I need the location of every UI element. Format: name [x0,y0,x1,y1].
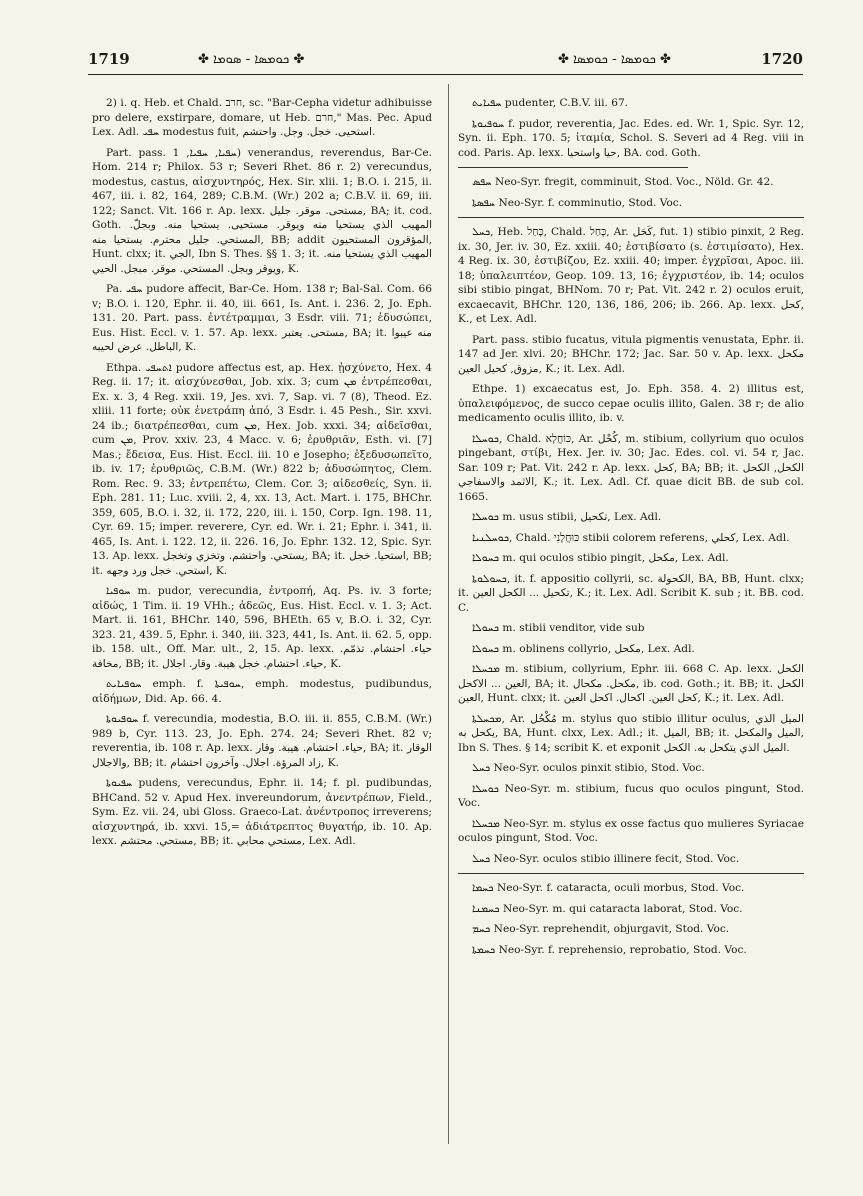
dictionary-entry: Ethpa. ܐܬܚܦܝ pudore affectus est, ap. Hex. ᾐσχύνετο, Hex. 4 Reg. ii. 17; it. αἰσχύνεσθαι, Job. xix. 3; cum ܡܢ ἐντρέπεσθαι, Ex. x. 3, 4 Reg. xxii. 19, Jes. xvi. 7, Sap. vi. 7 (8), Theod. Ez. xliii. 11 forte; οὐκ ἐνετράπη ἀπό, 3 Esdr. i. 45 Pesh., Sir. xxvi. 24 ib.; διατρέπεσθαι, cum ܡܢ, Hex. Job. xxxi. 34; αἰδεῖσθαι, cum ܡܢ, Prov. xxiv. 23, 4 Macc. v. 6; ἐρυθριᾶν, Esth. vi. [7] Mas.; ἔδεισα, Eus. Hist. Eccl. iii. 10 e Josepho; ἐξεδυσωπεῖτο, ib. iv. 17; ἐρυθριῶς, C.B.M. (Wr.) 822 b; ἀδυσώπητος, Clem. Rom. Rec. 9. 33; ἐντρεπέτω, Clem. Cor. 3; αἰδεσθείς, Syn. ii. Eph. 281. 11; Luc. xviii. 2, 4, xx. 13, Act. Mart. i. 175, BHChr. 359, 605, B.O. i. 32, ii. 172, 220, iii. i. 150, Corp. Ign. 198. 11, Cyr. 69. 15; imper. reverere, Cyr. ed. Wr. i. 21; Ephr. i. 341, ii. 465, Is. Ant. i. 122. 12, ii. 226. 16, Jo. Ephr. 132. 12, Spic. Syr. 13. Ap. lexx. يستحي. واحتشم. وتخزي وتخجل, BA; it. استحيا. خجل, BB; it. استحي. خجل ورد وجهه, K. [92,361,432,577]
dictionary-entry: ܚܦܣ Neo-Syr. fregit, comminuit, Stod. Voc., Nöld. Gr. 42. [472,176,774,188]
dictionary-entry: ܟܚܡ Neo-Syr. reprehendit, objurgavit, Stod. Voc. [472,923,730,935]
dictionary-entry: ܟܚܘܠܘܬܐ, it. f. appositio collyrii, sc. الكحولة, BA, BB, Hunt. clxx; it. تكحيل ... الكحل العين, K.; it. Lex. Adl. Scribit K. sub ; it. BB. cod. C. [458,572,804,614]
header-rule [88,74,803,75]
dictionary-entry: ܟܚܠ Neo-Syr. oculos stibio illinere fecit, Stod. Voc. [472,852,740,865]
dictionary-entry: ܚܦܣܬܐ Neo-Syr. f. comminutio, Stod. Voc. [472,196,683,209]
section-separator [458,217,804,218]
page-number-right: 1720 [761,50,803,68]
dictionary-entry: ܟܚܠ, Heb. כָּחַל, Chald. כְּחַל, Ar. كَحَل, fut. 1) stibio pinxit, 2 Reg. ix. 30, Jer. iv. 30, Ez. xxiii. 40; ἐστιβίσατο (s. ἐστιμίσατο), Hex. 4 Reg. ix. 30, ἐστιβίζου, Ez. xxiii. 40; imper. ἐγχρῖσαι, Apoc. iii. 18; ὑπαλειπτέον, Geop. 109. 13, 16; ἐγχριστέον, ib. 14; oculos sibi stibio pingat, BHNom. 70 r; Pat. Vit. 242 r. 2) oculos eruit, excaecavit, BHChr. 120, 136, 186, 206; ib. 266. Ap. lexx. كحل, K., et Lex. Adl. [458,226,804,325]
dictionary-entry: ܟܚܠ Neo-Syr. oculos pinxit stibio, Stod. Voc. [472,762,705,774]
dictionary-entry: Part. pass. stibio fucatus, vitula pigmentis venustata, Ephr. ii. 147 ad Jer. xlvi. 20; BHChr. 172; Jac. Sar. 50 v. Ap. lexx. مكحل مزوق, كحيل العين, K.; it. Lex. Adl. [458,333,804,375]
dictionary-entry: ܟܘܚܠܐ Neo-Syr. m. stibium, fucus quo oculos pingunt, Stod. Voc. [458,782,804,809]
dictionary-entry: Part. pass. ܚܦܝܐ, ܚܦܝܐ, 1) venerandus, reverendus, Bar-Ce. Hom. 214 r; Philox. 53 r; Severi Rhet. 86 r. 2) verecundus, modestus, castus, αἰσχυντηρός, Hex. Sir. xlii. 1; B.O. i. 215, ii. 467, iii. i. 82, 164, 289; C.B.M. (Wr.) 202 a; C.B.V. ii. 69, iii. 122; Sanct. Vit. 166 r. Ap. lexx. مستحى. موقر. جليل, BA; it. cod. Goth. المهيب الذي يستحيا منه ويوقر. مستحيى. يستحيا منه. وبجلّ. المستحي. جليل محترم. يستحيا منه, BB; addit المؤقرون المستحيون, Hunt. clxx; it. الجي, Ibn S. Thes. §§ 1. 3; it. المهيب الذي يستحيا منه. ويوقر وبجل. المستحي. موقر. مبجل. الحيي, K. [92,146,432,275]
dictionary-entry: ܚܘܦܝܘܬܐ f. verecundia, modestia, B.O. iii. ii. 855, C.B.M. (Wr.) 989 b, Cyr. 113. 23, Jo. Eph. 274. 24; Severi Rhet. 82 v; reverentia, ib. 108 r. Ap. lexx. حياء. احتشام. هيبة. وقار, BA; it. الوقار والاجلال, BB; it. زاد المرؤة. اجلال. وآخرون احتشام, K. [92,713,432,769]
column-divider [448,84,449,1144]
section-separator [458,873,804,874]
dictionary-entry: ܡܟܚܠܐ Neo-Syr. m. stylus ex osse factus quo mulieres Syriacae oculos pingunt, Stod. Voc. [458,817,804,844]
dictionary-entry: ܟܘܚܠܐ, Chald. כּוֹחֲלָא, Ar. كُحْل, m. stibium, collyrium quo oculos pingebant, στίβι, Hex. Jer. iv. 30; Jac. Edes. col. vi. 54 r, Jac. Sar. 109 r; Pat. Vit. 242 r. Ap. lexx. كحل, BA; BB; it. الكحل, الكحل الاثمد والاسفاجي, K.; it. Lex. Adl. Cf. quae dicit BB. de sub col. 1665. [458,432,804,503]
running-head-left: ✤ ܟܘܡܣܐ - ܣܘܡܐ ✤ [198,52,305,67]
dictionary-entry: ܟܚܡܬܐ Neo-Syr. f. reprehensio, reprobatio, Stod. Voc. [472,943,747,956]
dictionary-entry: ܟܚܘܠܐ m. qui oculos stibio pingit, مكحل, Lex. Adl. [472,552,729,564]
dictionary-entry: ܡܟܚܠܬܐ, Ar. مُكْحُل m. stylus quo stibio illitur oculus, الميل الذي يكحل به, BA, Hunt. clxx, Lex. Adl.; it. الميل, BB; it. الميل والمكحل, Ibn S. Thes. § 14; scribit K. et exponit الميل الذي يتكحل به. الكحل. [458,712,804,754]
left-column [92,96,432,1176]
page-header [88,50,803,74]
running-head-right: ✤ ܟܘܡܣܐ - ܟܘܡܣܐ ✤ [558,52,671,67]
dictionary-entry: Ethpe. 1) excaecatus est, Jo. Eph. 358. 4. 2) illitus est, ὑπαλειφόμενος, de succo cepae oculis illito, Galen. 38 r; de alio medicamento oculis illito, ib. v. [458,383,804,424]
dictionary-entry: ܚܘܦܝܐ m. pudor, verecundia, ἐντροπή, Aq. Ps. iv. 3 forte; αἰδώς, 1 Tim. ii. 19 VHh.; ἀδεῶς, Eus. Hist. Eccl. v. 1. 3; Act. Mart. ii. 161, BHChr. 140, 596, BHEth. 65 v, B.O. i. 32, Cyr. 323. 21, 439. 5, Ephr. i. 340, iii. 323, 441, Is. Ant. ii. 62. 5, opp. ib. 158. ult., Off. Mar. ult., 2, 15. Ap. lexx. حياء. احتشام. تذمّم. مخافة, BB; it. حياء. احتشام. خجل هيبة. وقار. اجلال, K. [92,585,432,670]
dictionary-entry: ܟܘܚܠܢܝܐ, Chald. כּוּחֲלָנִי stibii colorem referens, كحلي, Lex. Adl. [472,531,790,544]
section-separator [458,167,688,168]
right-column [458,96,804,1176]
dictionary-entry: ܚܦܝܐܝܬ pudenter, C.B.V. iii. 67. [472,97,629,109]
page-number-left: 1719 [88,50,130,68]
dictionary-entry: ܚܘܦܝܘܬܐ f. pudor, reverentia, Jac. Edes. ed. Wr. 1, Spic. Syr. 12, Syn. ii. Eph. 170. 5; ἱταμία, Schol. S. Severi ad 4 Reg. viii in cod. Paris. Ap. lexx. حيا واستحيا, BA. cod. Goth. [458,117,804,159]
dictionary-entry: ܚܘܦܝܐܝܬ emph. f. ܚܘܦܝܬܐ, emph. modestus, pudibundus, αἰδήμων, Did. Ap. 66. 4. [92,678,432,705]
dictionary-entry: ܟܘܚܠܐ m. usus stibii, تكحيل, Lex. Adl. [472,511,662,523]
dictionary-entry: ܟܚܡܢܐ Neo-Syr. m. qui cataracta laborat, Stod. Voc. [472,902,743,915]
dictionary-entry: ܟܚܘܠܐ m. oblinens collyrio, مكحل, Lex. Adl. [472,642,695,655]
dictionary-entry: 2) i. q. Heb. et Chald. חרב, sc. "Bar-Cepha videtur adhibuisse pro delere, exstirpare, domare, ut Heb. חרם," Mas. Pec. Apud Lex. Adl. ܚܦܝ modestus fuit, استحيى. خجل. وجل. واحتشم. [92,97,432,138]
dictionary-entry: ܟܚܡܐ Neo-Syr. f. cataracta, oculi morbus, Stod. Voc. [472,882,745,894]
dictionary-entry: ܚܦܝܘܬܐ pudens, verecundus, Ephr. ii. 14; f. pl. pudibundas, BHCand. 52 v. Apud Hex. invereundorum, ἀνεντρέπων, Field., Sym. Ez. vii. 24, ubi Gloss. Graeco-Lat. ἀνέντροπος irreverens; αἰσχυντηρά, ib. xxvi. 15,= ἀδιάτρεπτος θυγατήρ, ib. 10. Ap. lexx. مستحي. محتشم, BB; it. مستحي محابي, Lex. Adl. [92,777,432,847]
dictionary-entry: ܟܚܘܠܐ m. stibii venditor, vide sub [472,622,645,634]
dictionary-entry: ܡܟܚܠܐ m. stibium, collyrium, Ephr. iii. 668 C. Ap. lexx. الكحل العين ... الاكحل, BA; it. مكحل. مكحال, ib. cod. Goth.; it. BB; it. الكحل العين, Hunt. clxx; it. كحل العين. اكحال. اكحل العين, K.; it. Lex. Adl. [458,663,804,704]
dictionary-entry: Pa. ܚܦܝ pudore affecit, Bar-Ce. Hom. 138 r; Bal-Sal. Com. 66 v; B.O. i. 120, Ephr. ii. 40, iii. 661, Is. Ant. i. 236. 2, Jo. Eph. 131. 20. Part. pass. ἐντέτραμμαι, 3 Esdr. viii. 71; ἐδυσώπει, Eus. Hist. Eccl. v. 1. 57. Ap. lexx. مستحى. يعتبر, BA; it. منه عيبوا الباطل. عرض لحيبه, K. [92,283,432,353]
